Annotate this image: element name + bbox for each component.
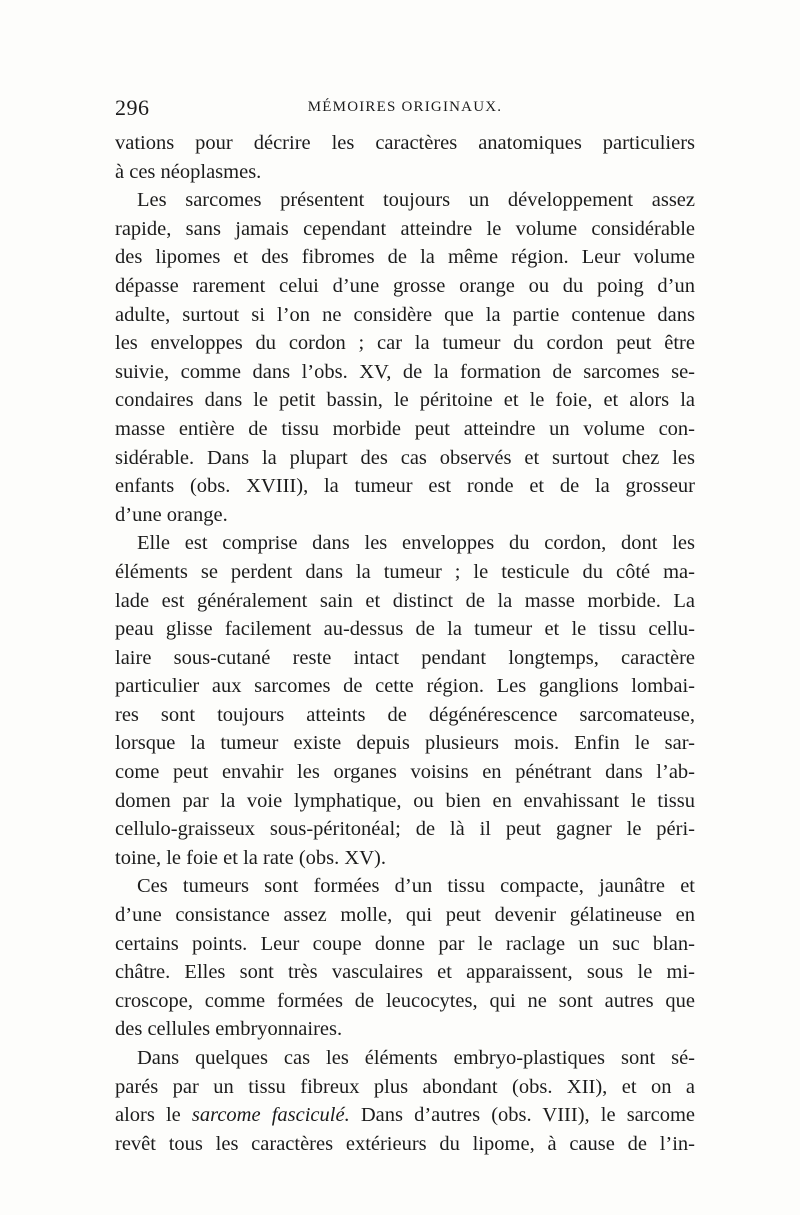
text-line: éléments se perdent dans la tumeur ; le testicule du côté ma- [115, 560, 695, 583]
text-line: croscope, comme formées de leucocytes, qui ne sont autres que [115, 989, 695, 1012]
text-line: Ces tumeurs sont formées d’un tissu compacte, jaunâtre et [137, 875, 695, 898]
text-line: vations pour décrire les caractères anatomiques particuliers [115, 132, 695, 154]
text-line: certains points. Leur coupe donne par le raclage un suc blan- [115, 932, 695, 955]
text-line: enfants (obs. XVIII), la tumeur est ronde et de la grosseur [115, 475, 695, 498]
text-line: masse entière de tissu morbide peut atteindre un volume con- [115, 417, 695, 440]
text-line: d’une consistance assez molle, qui peut devenir gélatineuse en [115, 904, 695, 927]
text-line: dépasse rarement celui d’une grosse orange ou du poing d’un [115, 274, 695, 297]
text-line: domen par la voie lymphatique, ou bien en envahissant le tissu [115, 789, 695, 812]
text-segment: alors le [115, 1104, 192, 1127]
text-line: Dans quelques cas les éléments embryo-plastiques sont sé- [137, 1047, 695, 1069]
text-line: come peut envahir les organes voisins en pénétrant dans l’ab- [115, 761, 695, 784]
text-line: lade est généralement sain et distinct de la masse morbide. La [115, 589, 695, 612]
text-line: des cellules embryonnaires. [115, 1018, 343, 1041]
italic-term: sarcome fasciculé. [191, 1104, 350, 1127]
text-line: rapide, sans jamais cependant atteindre le volume considérable [115, 217, 695, 240]
text-line: châtre. Elles sont très vasculaires et apparaissent, sous le mi- [115, 961, 695, 984]
text-line: laire sous-cutané reste intact pendant longtemps, caractère [115, 646, 695, 669]
text-line: condaires dans le petit bassin, le péritoine et le foie, et alors la [115, 389, 695, 412]
text-line: res sont toujours atteints de dégénérescence sarcomateuse, [115, 703, 695, 726]
text-segment: Dans d’autres (obs. VIII), le sarcome [349, 1104, 695, 1127]
text-line: les enveloppes du cordon ; car la tumeur du cordon peut être [115, 332, 695, 355]
book-page [115, 95, 695, 1158]
text-line: revêt tous les caractères extérieurs du lipome, à cause de l’in- [115, 1132, 695, 1155]
text-line: sidérable. Dans la plupart des cas observés et surtout chez les [115, 446, 695, 469]
text-line: Elle est comprise dans les enveloppes du cordon, dont les [137, 532, 695, 555]
text-line: toine, le foie et la rate (obs. XV). [115, 846, 386, 869]
running-head: MÉMOIRES ORIGINAUX. [307, 99, 503, 115]
text-line: Les sarcomes présentent toujours un développement assez [137, 189, 695, 212]
text-line: peau glisse facilement au-dessus de la tumeur et le tissu cellu- [115, 618, 695, 641]
text-line: adulte, surtout si l’on ne considère que la partie contenue dans [115, 303, 695, 326]
text-line: particulier aux sarcomes de cette région. Les ganglions lombai- [115, 675, 695, 698]
text-line: suivie, comme dans l’obs. XV, de la formation de sarcomes se- [115, 360, 695, 383]
text-line: lorsque la tumeur existe depuis plusieurs mois. Enfin le sar- [115, 732, 695, 755]
page-number: 296 [115, 95, 150, 120]
text-line: d’une orange. [115, 503, 228, 526]
page-header [115, 95, 695, 123]
text-line: à ces néoplasmes. [115, 160, 262, 183]
body-text [115, 129, 695, 1158]
text-line: parés par un tissu fibreux plus abondant (obs. XII), et on a [115, 1075, 695, 1098]
text-line: des lipomes et des fibromes de la même région. Leur volume [115, 246, 695, 269]
text-line [115, 1101, 695, 1130]
text-line: cellulo-graisseux sous-péritonéal; de là il peut gagner le péri- [115, 818, 695, 841]
